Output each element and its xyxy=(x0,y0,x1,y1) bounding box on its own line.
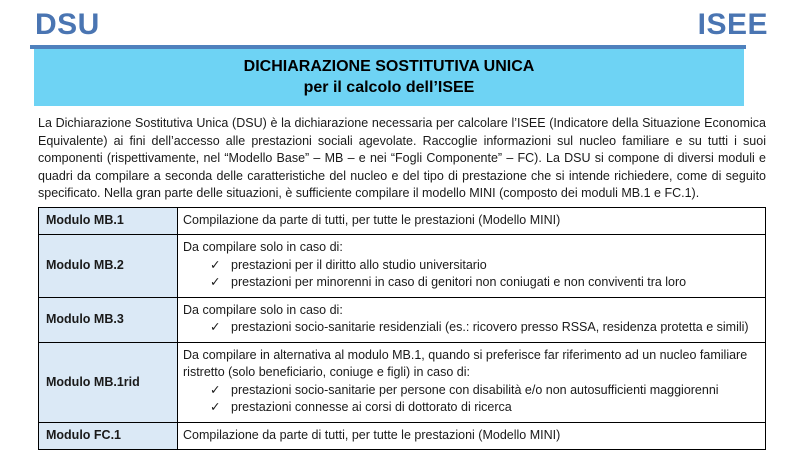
check-item-text: prestazioni socio-sanitarie per persone con disabilità e/o non autosufficienti maggiorenni xyxy=(231,382,719,397)
module-label: Modulo FC.1 xyxy=(39,422,178,450)
module-description xyxy=(178,207,766,235)
check-item-text: prestazioni per minorenni in caso di genitori non coniugati e non conviventi tra loro xyxy=(231,275,687,290)
check-icon: ✓ xyxy=(210,382,221,397)
module-label: Modulo MB.3 xyxy=(39,297,178,342)
check-item-text: prestazioni socio-sanitarie residenziali (es.: ricovero presso RSSA, residenza protetta e simili) xyxy=(231,320,749,335)
module-label: Modulo MB.2 xyxy=(39,235,178,298)
table-row xyxy=(39,235,766,298)
description-intro: Compilazione da parte di tutti, per tutte le prestazioni (Modello MINI) xyxy=(183,427,561,442)
moduli-table xyxy=(38,207,766,450)
module-description xyxy=(178,297,766,342)
moduli-table-body xyxy=(39,207,766,450)
description-intro: Da compilare solo in caso di: xyxy=(183,240,343,255)
document-title-line1: DICHIARAZIONE SOSTITUTIVA UNICA xyxy=(243,58,535,75)
intro-paragraph: La Dichiarazione Sostitutiva Unica (DSU) è la dichiarazione necessaria per calcolare l’ISEE (Indicatore della Situazione Economica Equivalente) ai fini dell’accesso alle prestazioni sociali agevolate. Raccoglie informazioni sul nucleo familiare e su tutti i suoi componenti (rispettivamente, nel “Modello Base” – MB – e nei “Fogli Componente” – FC). La DSU si compone di diversi moduli e quadri da compilare a seconda delle caratteristiche del nucleo e del tipo di prestazione che si intende richiedere, come di seguito specificato. Nella gran parte delle situazioni, è sufficiente compilare il modello MINI (composto dei moduli MB.1 e FC.1). xyxy=(38,116,766,201)
isee-logo: ISEE xyxy=(697,8,768,41)
description-intro: Compilazione da parte di tutti, per tutte le prestazioni (Modello MINI) xyxy=(183,212,561,227)
check-item-text: prestazioni per il diritto allo studio universitario xyxy=(231,257,487,272)
document-page xyxy=(0,8,800,443)
check-icon: ✓ xyxy=(210,320,221,335)
check-icon: ✓ xyxy=(210,257,221,272)
table-row xyxy=(39,207,766,235)
module-description xyxy=(178,422,766,450)
document-title-line2: per il calcolo dell’ISEE xyxy=(303,79,475,96)
module-description xyxy=(178,235,766,298)
table-row xyxy=(39,342,766,422)
table-row xyxy=(39,297,766,342)
check-item xyxy=(183,319,759,337)
document-header xyxy=(35,8,768,42)
module-label: Modulo MB.1rid xyxy=(39,342,178,422)
module-description xyxy=(178,342,766,422)
check-item xyxy=(183,257,759,275)
description-intro: Da compilare solo in caso di: xyxy=(183,302,343,317)
check-item xyxy=(183,382,759,400)
check-item xyxy=(183,274,759,292)
title-band xyxy=(34,49,744,106)
check-icon: ✓ xyxy=(210,400,221,415)
check-icon: ✓ xyxy=(210,275,221,290)
dsu-logo: DSU xyxy=(35,8,100,41)
table-row xyxy=(39,422,766,450)
module-label: Modulo MB.1 xyxy=(39,207,178,235)
description-intro: Da compilare in alternativa al modulo MB.1, quando si preferisce far riferimento ad un nucleo familiare ristretto (solo beneficiario, coniuge e figli) in caso di: xyxy=(183,347,748,380)
check-item xyxy=(183,399,759,417)
check-item-text: prestazioni connesse ai corsi di dottorato di ricerca xyxy=(231,400,512,415)
